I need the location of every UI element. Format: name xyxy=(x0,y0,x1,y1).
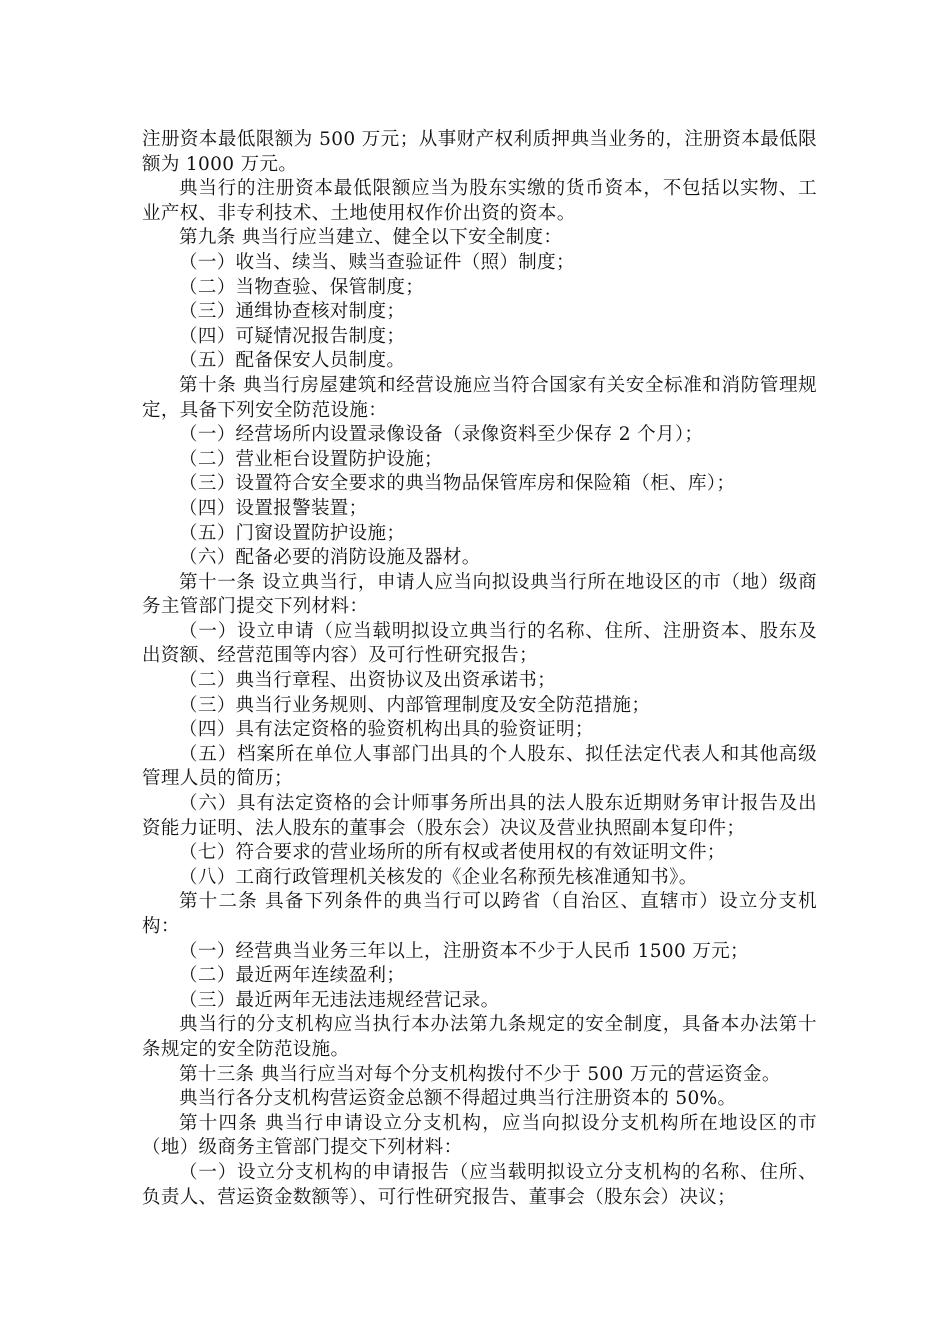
article-12-heading: 第十二条 具备下列条件的典当行可以跨省（自治区、直辖市）设立分支机构： xyxy=(142,891,817,937)
article-10-heading: 第十条 典当行房屋建筑和经营设施应当符合国家有关安全标准和消防管理规定，具备下列安全防范设施： xyxy=(142,374,817,421)
article-11-item-4: （四）具有法定资格的验资机构出具的验资证明； xyxy=(179,719,594,741)
paragraph-branch-capital-limit: 典当行各分支机构营运资金总额不得超过典当行注册资本的 50%。 xyxy=(179,1088,737,1110)
article-9-item-5: （五）配备保安人员制度。 xyxy=(179,350,406,372)
article-14-heading: 第十四条 典当行申请设立分支机构，应当向拟设分支机构所在地设区的市（地）级商务主管部门提交下列材料： xyxy=(142,1112,817,1159)
article-9-item-3: （三）通缉协查核对制度； xyxy=(179,301,406,323)
article-10-item-2: （二）营业柜台设置防护设施； xyxy=(179,448,443,470)
article-11-item-8: （八）工商行政管理机关核发的《企业名称预先核准通知书》。 xyxy=(179,866,698,888)
article-11-item-7: （七）符合要求的营业场所的所有权或者使用权的有效证明文件； xyxy=(179,842,726,864)
article-10-item-3: （三）设置符合安全要求的典当物品保管库房和保险箱（柜、库）； xyxy=(179,473,736,495)
article-11-item-3: （三）典当行业务规则、内部管理制度及安全防范措施； xyxy=(179,694,651,716)
article-13-heading: 第十三条 典当行应当对每个分支机构拨付不少于 500 万元的营运资金。 xyxy=(179,1063,781,1085)
article-12-item-2: （二）最近两年连续盈利； xyxy=(179,965,406,987)
article-9-item-2: （二）当物查验、保管制度； xyxy=(179,276,425,298)
article-11-item-5: （五）档案所在单位人事部门出具的个人股东、拟任法定代表人和其他高级管理人员的简历； xyxy=(142,743,817,790)
article-11-item-1: （一）设立申请（应当载明拟设立典当行的名称、住所、注册资本、股东及出资额、经营范围等内容）及可行性研究报告； xyxy=(142,620,817,667)
article-14-item-1: （一）设立分支机构的申请报告（应当载明拟设立分支机构的名称、住所、负责人、营运资金数额等）、可行性研究报告、董事会（股东会）决议； xyxy=(142,1161,817,1208)
article-9-heading: 第九条 典当行应当建立、健全以下安全制度： xyxy=(179,227,563,249)
article-10-item-5: （五）门窗设置防护设施； xyxy=(179,522,406,544)
article-12-item-1: （一）经营典当业务三年以上，注册资本不少于人民币 1500 万元； xyxy=(179,940,749,962)
article-9-item-1: （一）收当、续当、赎当查验证件（照）制度； xyxy=(179,251,575,273)
article-9-item-4: （四）可疑情况报告制度； xyxy=(179,325,406,347)
article-10-item-6: （六）配备必要的消防设施及器材。 xyxy=(179,547,481,569)
paragraph-capital-composition: 典当行的注册资本最低限额应当为股东实缴的货币资本，不包括以实物、工业产权、非专利技术、土地使用权作价出资的资本。 xyxy=(142,178,817,224)
article-10-item-4: （四）设置报警装置； xyxy=(179,497,368,519)
article-12-item-3: （三）最近两年无违法违规经营记录。 xyxy=(179,989,500,1011)
article-11-heading: 第十一条 设立典当行，申请人应当向拟设典当行所在地设区的市（地）级商务主管部门提交下列材料： xyxy=(142,571,817,618)
article-11-item-2: （二）典当行章程、出资协议及出资承诺书； xyxy=(179,670,557,692)
paragraph-capital-limit: 注册资本最低限额为 500 万元；从事财产权利质押典当业务的，注册资本最低限额为 1000 万元。 xyxy=(142,129,817,175)
paragraph-branch-safety: 典当行的分支机构应当执行本办法第九条规定的安全制度，具备本办法第十条规定的安全防范设施。 xyxy=(142,1014,817,1060)
document-page xyxy=(142,128,817,1210)
article-11-item-6: （六）具有法定资格的会计师事务所出具的法人股东近期财务审计报告及出资能力证明、法人股东的董事会（股东会）决议及营业执照副本复印件； xyxy=(142,793,817,839)
article-10-item-1: （一）经营场所内设置录像设备（录像资料至少保存 2 个月）； xyxy=(179,424,704,446)
